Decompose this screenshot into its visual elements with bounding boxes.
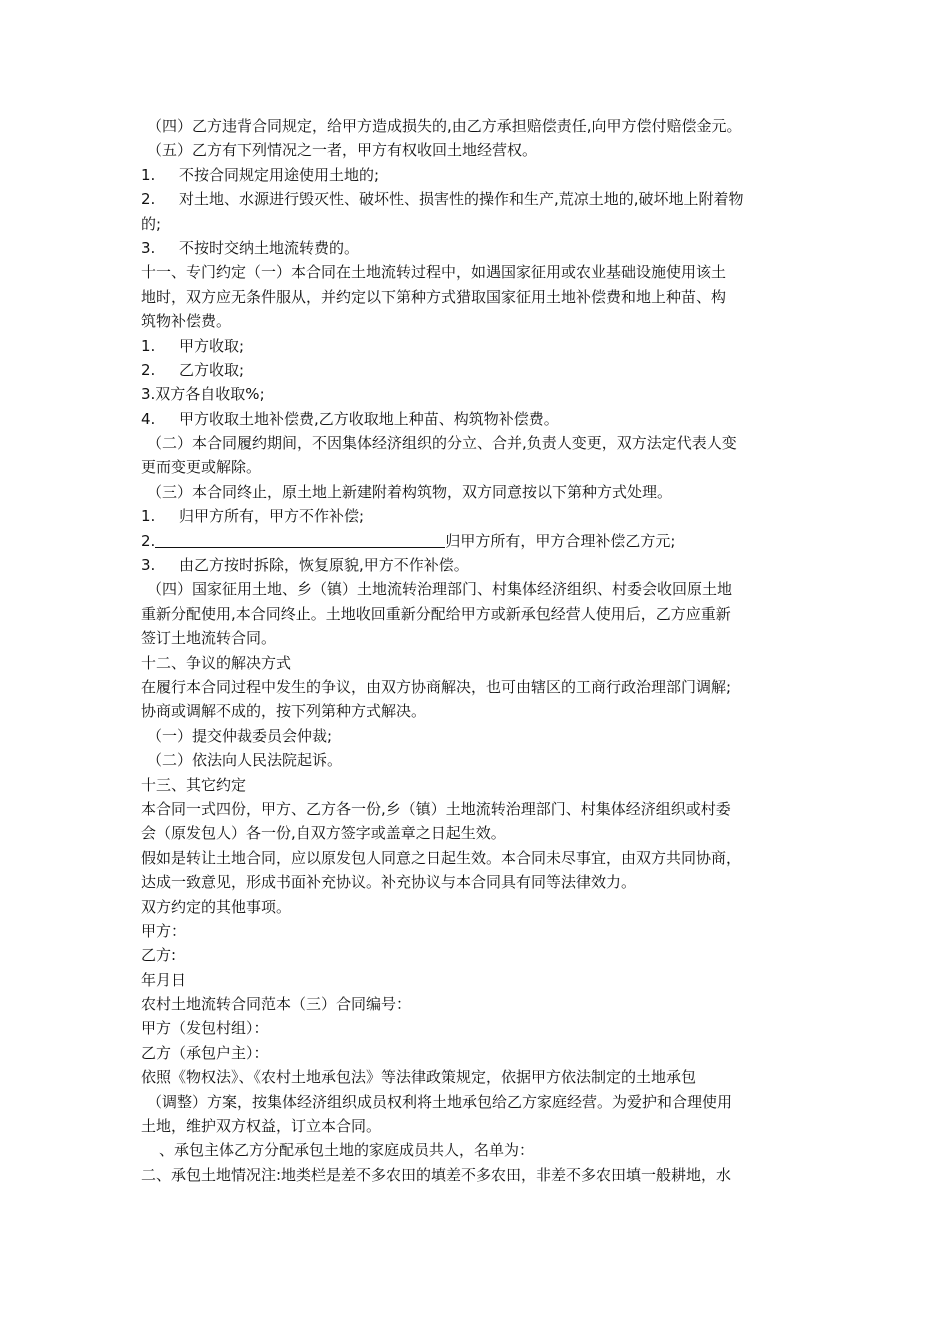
section-12-heading: 十二、争议的解决方式	[141, 653, 292, 672]
text-line: 签订土地流转合同。	[141, 629, 277, 648]
list-text: 归甲方所有，甲方合理补偿乙方元;	[445, 531, 676, 550]
list-number: 4.	[141, 409, 156, 428]
list-text: 归甲方所有，甲方不作补偿;	[179, 507, 365, 526]
text-line: （调整）方案，按集体经济组织成员权利将土地承包给乙方家庭经营。为爱护和合理使用	[147, 1092, 733, 1111]
clause-5-paragraph: （五）乙方有下列情况之一者，甲方有权收回土地经营权。	[147, 141, 538, 160]
text-line: 重新分配使用,本合同终止。土地收回重新分配给甲方或新承包经营人使用后，乙方应重新	[141, 604, 731, 623]
fill-in-blank	[155, 532, 445, 548]
party-b-line: 乙方（承包户主）：	[141, 1043, 269, 1062]
option-1-line: （一）提交仲裁委员会仲裁;	[147, 726, 333, 745]
text-line: 本合同一式四份，甲方、乙方各一份,乡（镇）土地流转治理部门、村集体经济组织或村委	[141, 799, 731, 818]
signature-date: 年月日	[141, 970, 187, 989]
signature-party-b: 乙方:	[141, 946, 177, 965]
section-1-line: 、承包主体乙方分配承包土地的家庭成员共人，名单为：	[159, 1141, 535, 1160]
text-line: 土地，维护双方权益，订立本合同。	[141, 1117, 382, 1136]
list-text: 不按合同规定用途使用土地的;	[179, 165, 380, 184]
option-2-line: （二）依法向人民法院起诉。	[147, 751, 343, 770]
clause-4-paragraph: （四）乙方违背合同规定，给甲方造成损失的,由乙方承担赔偿责任,向甲方偿付赔偿金元。	[147, 117, 742, 135]
text-line: 依照《物权法》、《农村土地承包法》等法律政策规定，依据甲方依法制定的土地承包	[141, 1068, 697, 1087]
list-item	[141, 553, 831, 577]
list-text: 由乙方按时拆除，恢复原貌,甲方不作补偿。	[179, 556, 469, 575]
list-item	[141, 334, 831, 358]
clause-3-paragraph: （三）本合同终止，原土地上新建附着构筑物，双方同意按以下第种方式处理。	[147, 482, 673, 501]
text-line: 假如是转让土地合同，应以原发包人同意之日起生效。本合同未尽事宜，由双方共同协商，	[141, 848, 742, 867]
list-number: 3.	[141, 556, 156, 575]
section-2-line: 二、承包土地情况注:地类栏是差不多农田的填差不多农田，非差不多农田填一般耕地，水	[141, 1165, 732, 1184]
list-text: 对土地、水源进行毁灭性、破坏性、损害性的操作和生产,荒凉土地的,破坏地上附着物	[179, 190, 744, 209]
clause-2-paragraph: （二）本合同履约期间，不因集体经济组织的分立、合并,负责人变更，双方法定代表人变	[147, 434, 737, 453]
list-number: 2.	[141, 190, 156, 209]
list-text: 乙方收取;	[179, 360, 245, 379]
section-13-heading: 十三、其它约定	[141, 775, 247, 794]
list-number: 3.	[141, 238, 156, 257]
party-a-line: 甲方（发包村组）：	[141, 1019, 269, 1038]
list-number: 1.	[141, 336, 156, 355]
text-line: 的;	[141, 214, 162, 233]
list-number: 2.	[141, 531, 156, 550]
list-number: 1.	[141, 165, 156, 184]
list-text: 不按时交纳土地流转费的。	[179, 238, 360, 257]
contract-3-title: 农村土地流转合同范本（三）合同编号：	[141, 995, 412, 1014]
text-line: 协商或调解不成的，按下列第种方式解决。	[141, 702, 427, 721]
list-item	[141, 187, 831, 211]
text-line: 地时，双方应无条件服从，并约定以下第种方式猎取国家征用土地补偿费和地上种苗、构	[141, 287, 727, 306]
list-item	[141, 358, 831, 382]
text-line: 筑物补偿费。	[141, 312, 232, 331]
list-item	[141, 163, 831, 187]
list-text: 甲方收取土地补偿费,乙方收取地上种苗、构筑物补偿费。	[179, 409, 559, 428]
list-number: 2.	[141, 360, 156, 379]
list-item	[141, 236, 831, 260]
list-number: 1.	[141, 507, 156, 526]
text-line: 达成一致意见，形成书面补充协议。补充协议与本合同具有同等法律效力。	[141, 873, 637, 892]
text-line: 会（原发包人）各一份,自双方签字或盖章之日起生效。	[141, 824, 506, 843]
section-11-heading: 十一、专门约定（一）本合同在土地流转过程中，如遇国家征用或农业基础设施使用该土	[141, 263, 727, 282]
list-item	[141, 407, 831, 431]
list-item	[141, 504, 831, 528]
clause-4b-paragraph: （四）国家征用土地、乡（镇）土地流转治理部门、村集体经济组织、村委会收回原土地	[147, 580, 733, 599]
text-line: 双方约定的其他事项。	[141, 897, 292, 916]
document-body	[141, 114, 831, 1187]
signature-party-a: 甲方：	[141, 921, 187, 940]
list-item: 3.双方各自收取%;	[141, 385, 265, 404]
text-line: 更而变更或解除。	[141, 458, 262, 477]
list-text: 甲方收取;	[179, 336, 245, 355]
list-item-with-blank	[141, 529, 831, 553]
text-line: 在履行本合同过程中发生的争议，由双方协商解决，也可由辖区的工商行政治理部门调解;	[141, 677, 732, 696]
